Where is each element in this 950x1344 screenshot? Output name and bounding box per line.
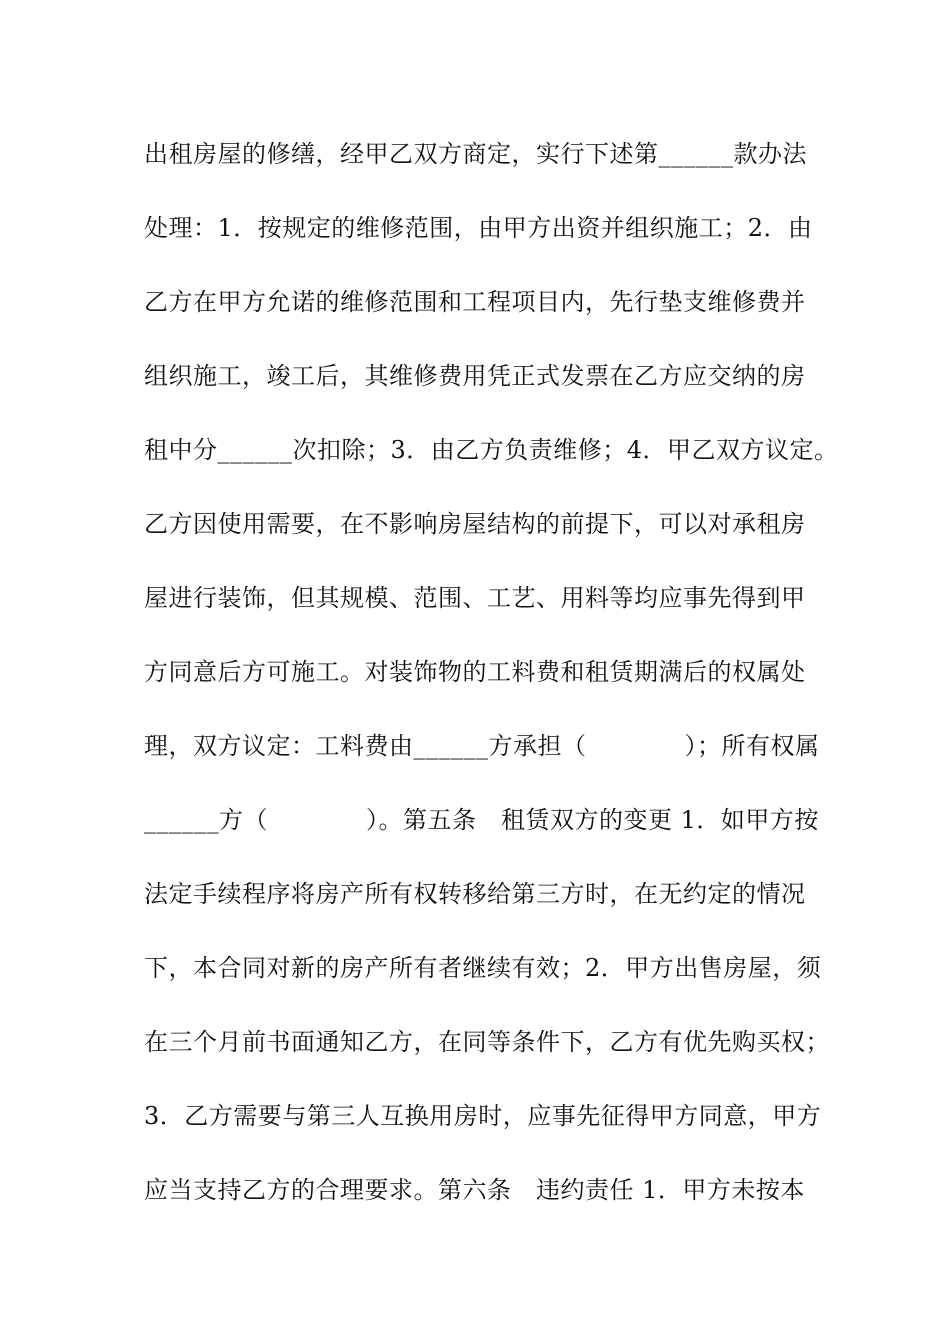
text-line: 乙方因使用需要，在不影响房屋结构的前提下，可以对承租房 [144,510,806,538]
text-line: ______方（ ）。第五条 租赁双方的变更 1．如甲方按 [144,806,819,834]
text-line: 屋进行装饰，但其规模、范围、工艺、用料等均应事先得到甲 [144,584,806,612]
text-line: 3．乙方需要与第三人互换用房时，应事先征得甲方同意，甲方 [144,1102,822,1130]
text-line: 应当支持乙方的合理要求。第六条 违约责任 1．甲方未按本 [144,1176,805,1204]
text-line: 组织施工，竣工后，其维修费用凭正式发票在乙方应交纳的房 [144,362,806,390]
contract-text-block [144,130,839,1240]
text-line: 处理：1．按规定的维修范围，由甲方出资并组织施工；2．由 [144,214,813,242]
text-line: 法定手续程序将房产所有权转移给第三方时，在无约定的情况 [144,880,806,908]
text-line: 理，双方议定：工料费由______方承担（ ）；所有权属 [144,732,820,760]
text-line: 乙方在甲方允诺的维修范围和工程项目内，先行垫支维修费并 [144,288,806,316]
text-line: 在三个月前书面通知乙方，在同等条件下，乙方有优先购买权； [144,1028,830,1056]
text-line: 租中分______次扣除；3．由乙方负责维修；4．甲乙双方议定。 [144,436,839,464]
text-line: 出租房屋的修缮，经甲乙双方商定，实行下述第______款办法 [144,140,807,168]
text-line: 方同意后方可施工。对装饰物的工料费和租赁期满后的权属处 [144,658,806,686]
text-line: 下，本合同对新的房产所有者继续有效；2．甲方出售房屋，须 [144,954,822,982]
